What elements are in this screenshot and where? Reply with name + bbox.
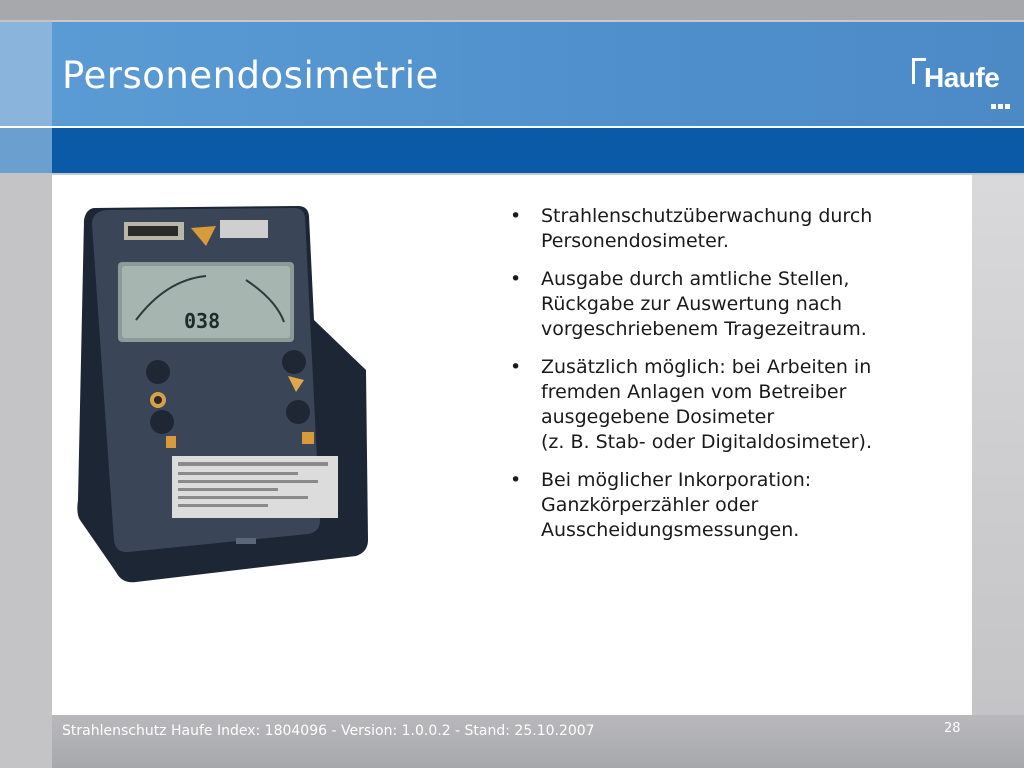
bullet-text-line: Ganzkörperzähler oder — [541, 494, 759, 516]
left-strip — [0, 0, 52, 768]
bullet-list — [508, 204, 948, 556]
subheader-band — [52, 128, 1024, 173]
page-number: 28 — [944, 721, 961, 736]
logo-dots-icon — [991, 94, 1013, 100]
bullet-text-line: Personendosimeter. — [541, 230, 729, 252]
left-strip-subheader — [0, 128, 52, 173]
logo-wordmark: Haufe — [924, 62, 1000, 93]
footer-text: Strahlenschutz Haufe Index: 1804096 - Version: 1.0.0.2 - Stand: 25.10.2007 — [62, 723, 595, 739]
bullet-icon: • — [510, 205, 522, 227]
device-readout: 038 — [184, 309, 221, 333]
left-strip-header — [0, 22, 52, 126]
list-item — [508, 468, 948, 543]
bullet-text-line: Bei möglicher Inkorporation: — [541, 469, 812, 491]
bullet-text-line: vorgeschriebenem Tragezeitraum. — [541, 318, 867, 340]
bullet-text-line: ausgegebene Dosimeter — [541, 406, 775, 428]
haufe-logo — [912, 58, 1012, 108]
bullet-icon: • — [510, 268, 522, 290]
list-item — [508, 204, 948, 254]
right-strip — [972, 175, 1024, 715]
bullet-text-line: Strahlenschutzüberwachung durch — [541, 205, 873, 227]
left-strip-top — [0, 0, 52, 20]
bullet-text-line: Ausgabe durch amtliche Stellen, — [541, 268, 850, 290]
bullet-text-line: Zusätzlich möglich: bei Arbeiten in — [541, 356, 872, 378]
bullet-text-line: Ausscheidungsmessungen. — [541, 519, 800, 541]
slide-title: Personendosimetrie — [62, 54, 439, 97]
bullet-text-line: Rückgabe zur Auswertung nach — [541, 293, 842, 315]
bullet-text-line: (z. B. Stab- oder Digitaldosimeter). — [541, 431, 872, 453]
dosimeter-device-image — [76, 200, 376, 590]
top-bar — [52, 0, 1024, 20]
bullet-icon: • — [510, 356, 522, 378]
bullet-text-line: fremden Anlagen vom Betreiber — [541, 381, 847, 403]
bullet-icon: • — [510, 469, 522, 491]
list-item — [508, 355, 948, 455]
list-item — [508, 267, 948, 342]
